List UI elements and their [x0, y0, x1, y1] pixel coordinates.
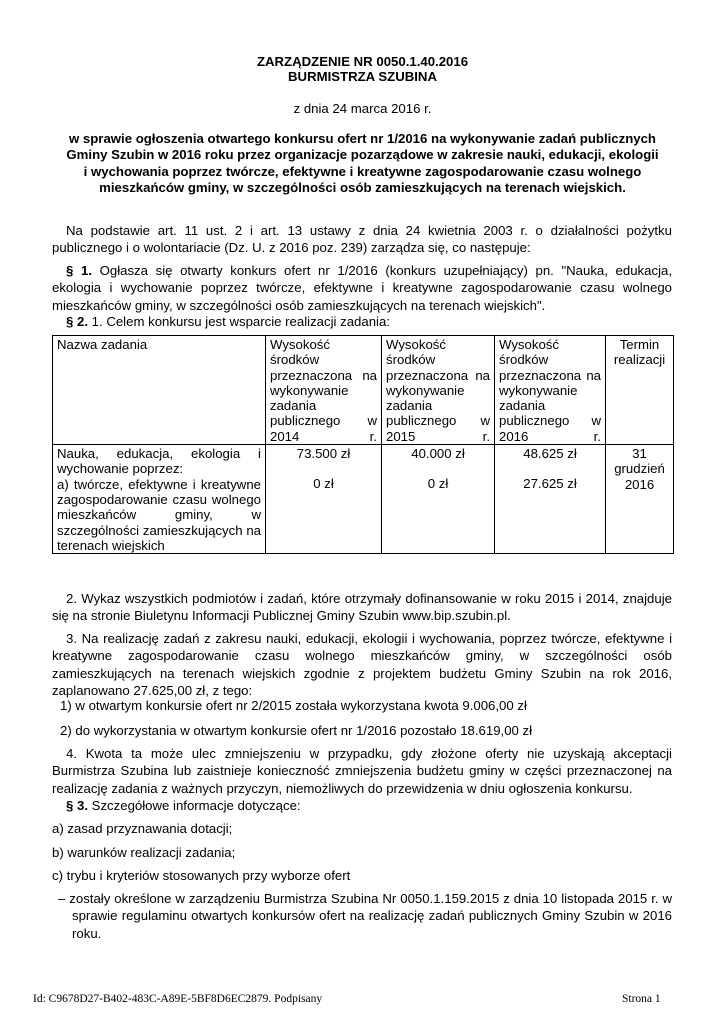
header-funds-2016: Wysokość środków przeznaczona na wykonywanie zadania publicznego w 2016 r.	[495, 336, 606, 445]
section-3-text: Szczegółowe informacje dotyczące:	[88, 798, 301, 813]
list-item: a) zasad przyznawania dotacji;	[52, 821, 233, 836]
section-2-intro	[52, 313, 672, 330]
list-item: 1) w otwartym konkursie ofert nr 2/2015 została wykorzystana kwota 9.006,00 zł	[60, 698, 527, 713]
amount-total: 73.500 zł	[296, 446, 351, 462]
header-deadline: Termin realizacji	[606, 336, 674, 445]
amount-specific: 0 zł	[313, 476, 334, 492]
section-mark: § 2.	[66, 314, 88, 329]
section-3-closing: – zostały określone w zarządzeniu Burmistrza Szubina Nr 0050.1.159.2015 z dnia 10 listopada 2015 r. w sprawie regulaminu otwartych konkursów ofert na realizację zadań publicznych Gminy Szubin w 2016 roku.	[58, 891, 672, 941]
page-number: Strona 1	[622, 993, 661, 1005]
list-item: 2) do wykorzystania w otwartym konkursie ofert nr 1/2016 pozostało 18.619,00 zł	[60, 723, 533, 738]
cell-deadline: 31 grudzień 2016	[606, 445, 674, 554]
amount-total: 40.000 zł	[411, 446, 465, 462]
amount-total: 48.625 zł	[523, 446, 577, 462]
section-mark: § 3.	[66, 798, 88, 813]
section-2-text: 1. Celem konkursu jest wsparcie realizacji zadania:	[88, 314, 390, 329]
section-2-point-2: 2. Wykaz wszystkich podmiotów i zadań, które otrzymały dofinansowanie w roku 2015 i 2014, znajduje się na stronie Biuletynu Informacji Publicznej Gminy Szubin www.bip.szubin.pl.	[52, 591, 672, 624]
subject-line: Gminy Szubin w 2016 roku przez organizacje pozarządowe w zakresie nauki, edukacji, ekologii	[66, 147, 659, 163]
section-1	[52, 262, 672, 314]
task-general: Nauka, edukacja, ekologia i wychowanie poprzez:	[57, 446, 261, 477]
funding-table	[52, 335, 674, 554]
document-id: Id: C9678D27-B402-483C-A89E-5BF8D6EC2879. Podpisany	[33, 993, 323, 1005]
section-mark: § 1.	[66, 263, 92, 278]
amount-specific: 27.625 zł	[523, 476, 577, 492]
section-1-text: Ogłasza się otwarty konkurs ofert nr 1/2016 (konkurs uzupełniający) pn. "Nauka, edukacja, ekologia i wychowanie poprzez twórcze, efektywne i kreatywne zagospodarowanie czasu wolnego mieszkańców gminy, w szczególności osób zamieszkujących na terenach wiejskich".	[52, 263, 673, 313]
document-title: ZARZĄDZENIE NR 0050.1.40.2016	[256, 54, 469, 69]
cell-funds-2016	[495, 445, 606, 554]
subject-line: w sprawie ogłoszenia otwartego konkursu ofert nr 1/2016 na wykonywanie zadań publicznych	[69, 131, 656, 146]
header-funds-2015: Wysokość środków przeznaczona na wykonywanie zadania publicznego w 2015 r.	[382, 336, 495, 445]
section-3	[52, 797, 672, 814]
table-row	[53, 445, 674, 554]
header-funds-2014: Wysokość środków przeznaczona na wykonywanie zadania publicznego w 2014 r.	[266, 336, 382, 445]
header-task-name: Nazwa zadania	[53, 336, 266, 445]
document-date: z dnia 24 marca 2016 r.	[293, 101, 432, 116]
issuing-authority: BURMISTRZA SZUBINA	[288, 69, 437, 84]
list-item: b) warunków realizacji zadania;	[52, 845, 236, 860]
subject-line: mieszkańców gminy, w szczególności osób zamieszkujących na terenach wiejskich.	[99, 179, 626, 195]
cell-funds-2014	[266, 445, 382, 554]
document-subject	[40, 131, 685, 196]
subject-line: i wychowania poprzez twórcze, efektywne i kreatywne zagospodarowanie czasu wolnego	[83, 163, 642, 179]
list-item: c) trybu i kryteriów stosowanych przy wyborze ofert	[52, 868, 351, 883]
section-2-point-4: 4. Kwota ta może ulec zmniejszeniu w przypadku, gdy złożone oferty nie uzyskają akceptacji Burmistrza Szubina lub zaistnieje konieczność zmniejszenia budżetu gminy w części przeznaczonej na realizację zadania z ważnych przyczyn, niemożliwych do przewidzenia w dniu ogłoszenia konkursu.	[52, 746, 672, 796]
section-2-point-3: 3. Na realizację zadań z zakresu nauki, edukacji, ekologii i wychowania, poprzez twórcze, efektywne i kreatywne zagospodarowanie czasu wolnego mieszkańców gminy, w szczególności osób zamieszkujących na terenach wiejskich zgodnie z projektem budżetu Gminy Szubin na rok 2016, zaplanowano 27.625,00 zł, z tego:	[52, 631, 672, 698]
cell-funds-2015	[382, 445, 495, 554]
preamble: Na podstawie art. 11 ust. 2 i art. 13 ustawy z dnia 24 kwietnia 2003 r. o działalności pożytku publicznego i o wolontariacie (Dz. U. z 2016 poz. 239) zarządza się, co następuje:	[52, 223, 672, 256]
cell-task-name	[53, 445, 266, 554]
table-header-row	[53, 336, 674, 445]
task-specific: a) twórcze, efektywne i kreatywne zagospodarowanie czasu wolnego mieszkańców gminy, w szczególności zamieszkujących na terenach wiejskich	[57, 476, 261, 553]
amount-specific: 0 zł	[427, 476, 449, 492]
